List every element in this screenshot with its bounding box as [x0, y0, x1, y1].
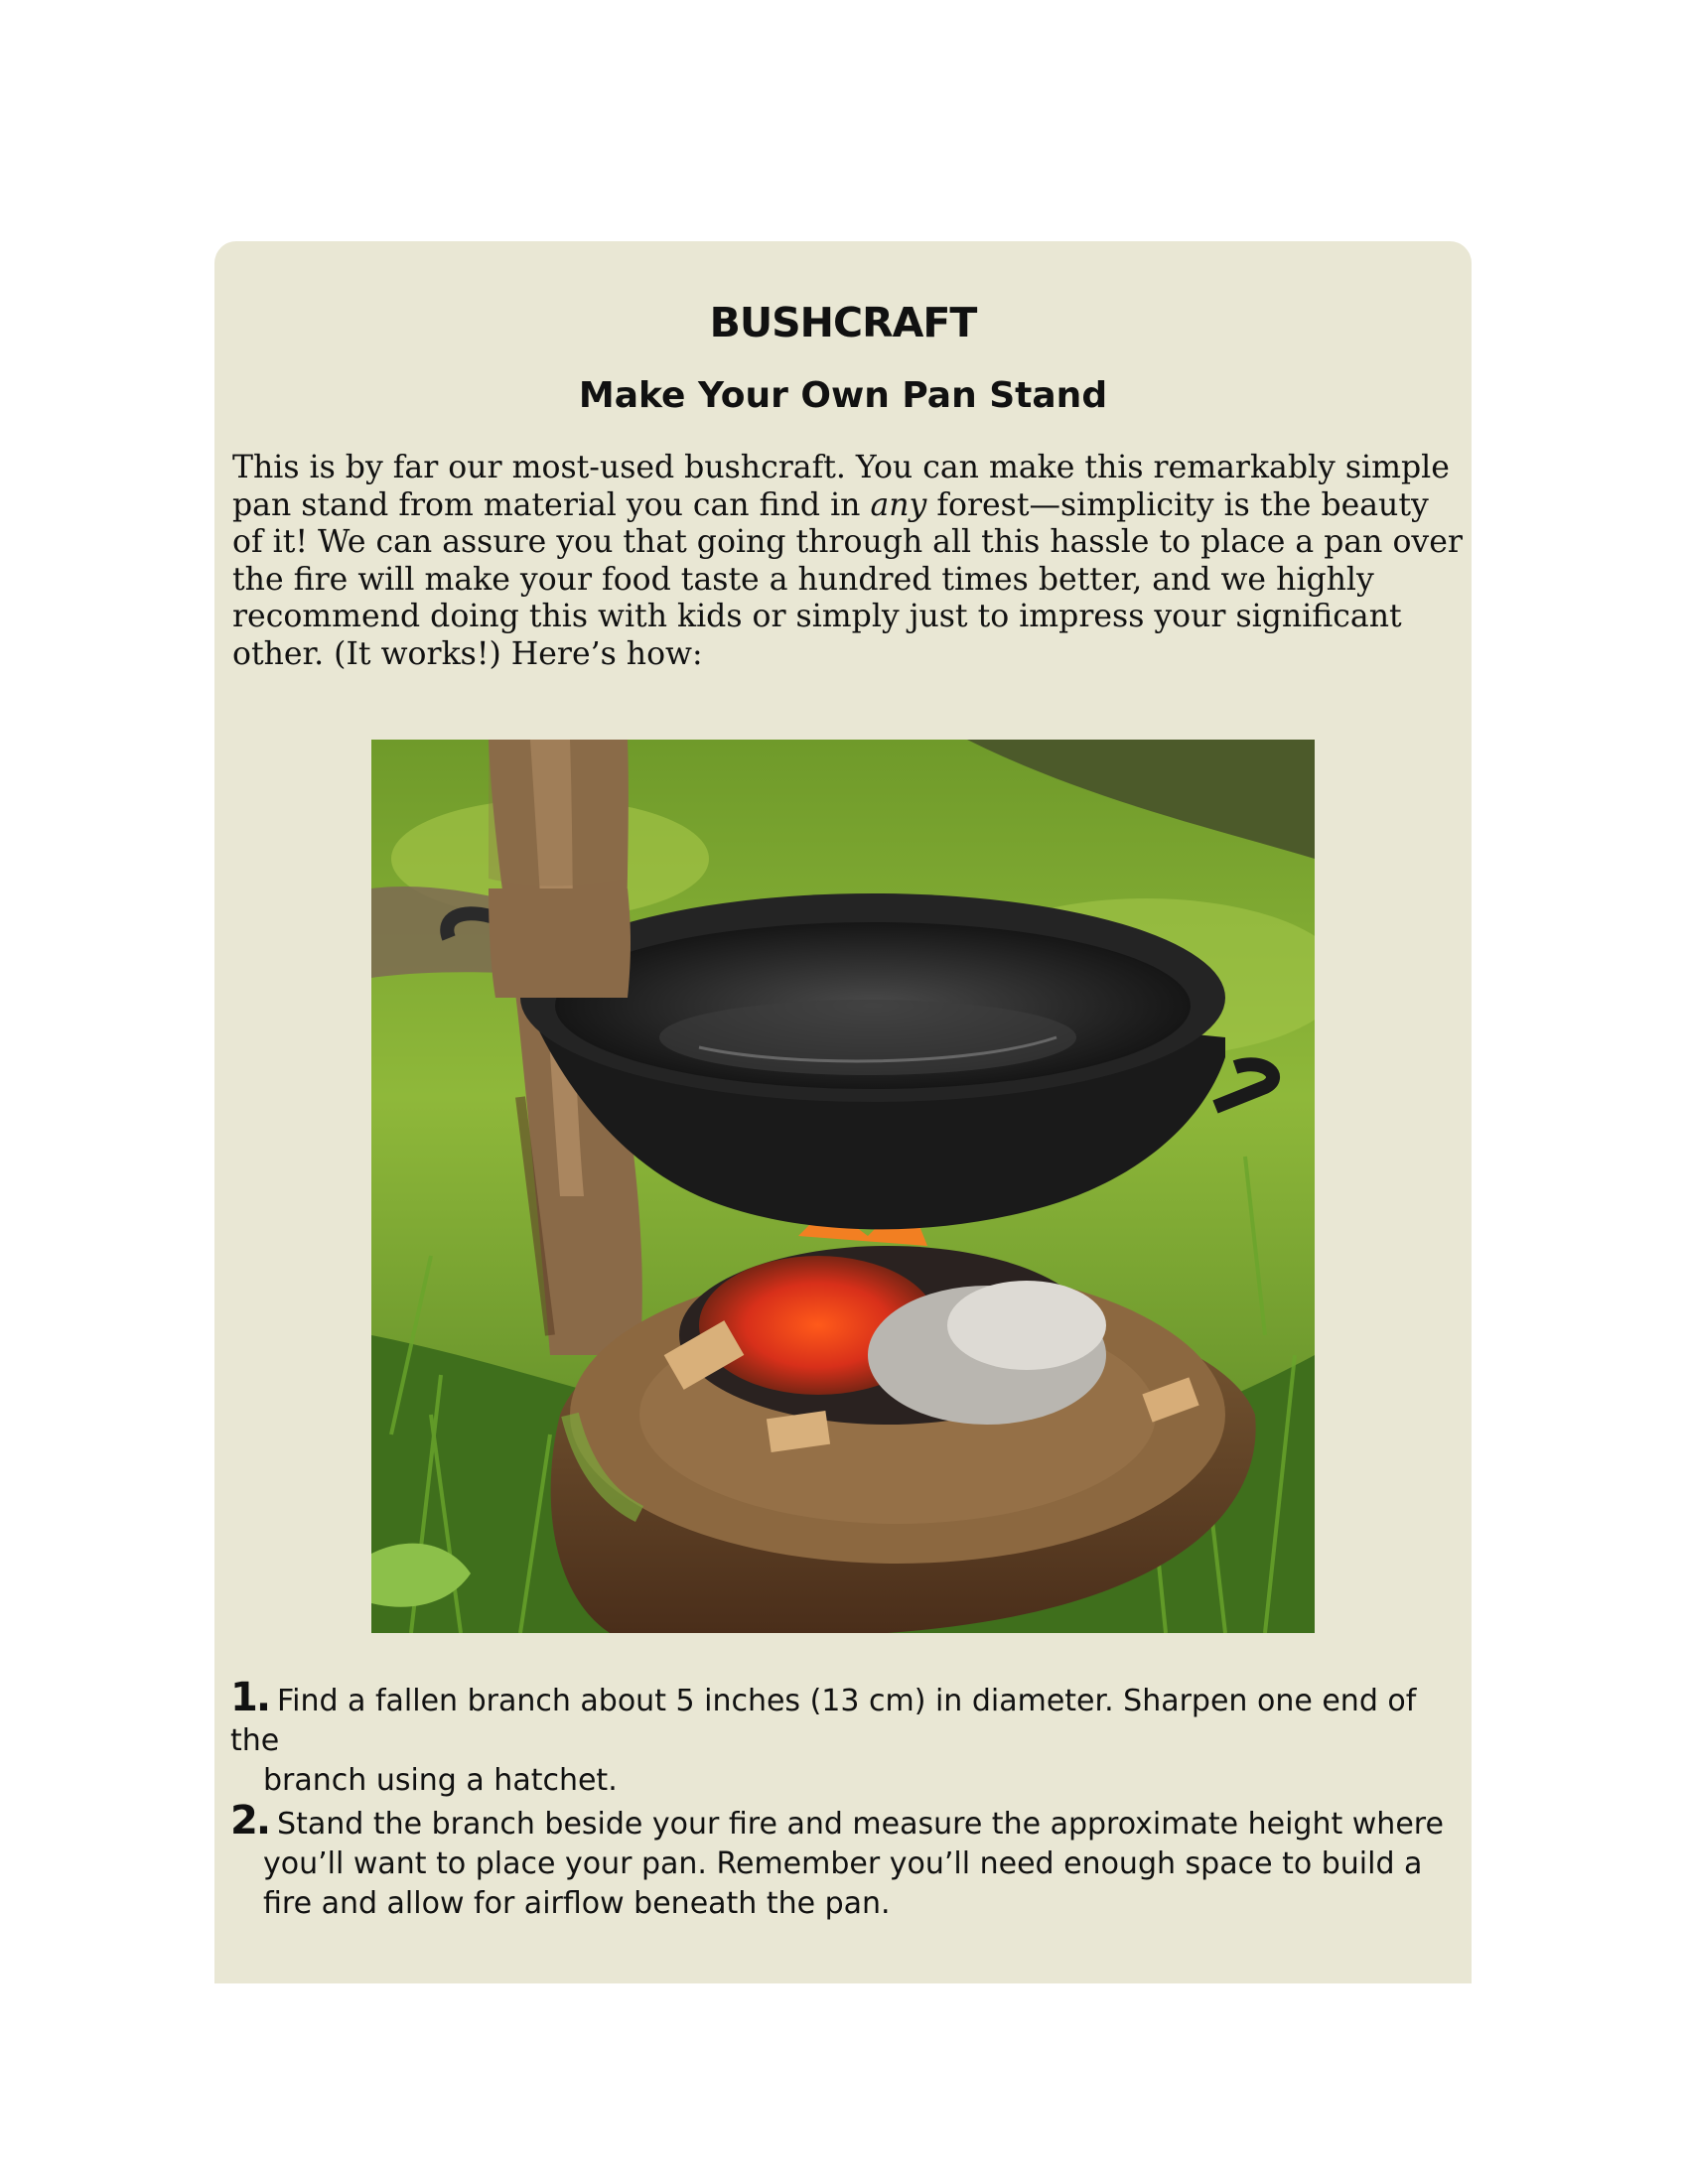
step-1 — [230, 1675, 1472, 1801]
intro-emphasis: any — [870, 486, 927, 523]
step-number: 2. — [230, 1798, 270, 1843]
intro-text-part2: forest—simplicity is the beauty of it! We can assure you that going through all this hassle to place a pan over the fire will make your food taste a hundred times better, and we highly recommend doing this with kids or simply just to impress your significant other. (It works!) Here’s how: — [232, 486, 1463, 672]
step-2 — [230, 1798, 1472, 1924]
page-subtitle: Make Your Own Pan Stand — [578, 375, 1108, 416]
content-card — [214, 241, 1472, 1983]
pan-stand-photo — [371, 740, 1315, 1633]
step-text-line: fire and allow for airflow beneath the pan. — [263, 1886, 891, 1921]
step-text-line: Find a fallen branch about 5 inches (13 cm) in diameter. Sharpen one end of the — [230, 1684, 1417, 1758]
step-text-line: Stand the branch beside your fire and measure the approximate height where — [277, 1807, 1444, 1842]
step-text-line: you’ll want to place your pan. Remember you’ll need enough space to build a — [263, 1846, 1423, 1881]
intro-paragraph — [232, 450, 1464, 673]
intro-text-part1: This is by far our most-used bushcraft. You can make this remarkably simple pan stand from material you can find in — [232, 450, 1450, 523]
step-number: 1. — [230, 1675, 270, 1720]
section-title: BUSHCRAFT — [709, 299, 977, 346]
step-text-line: branch using a hatchet. — [263, 1763, 618, 1798]
